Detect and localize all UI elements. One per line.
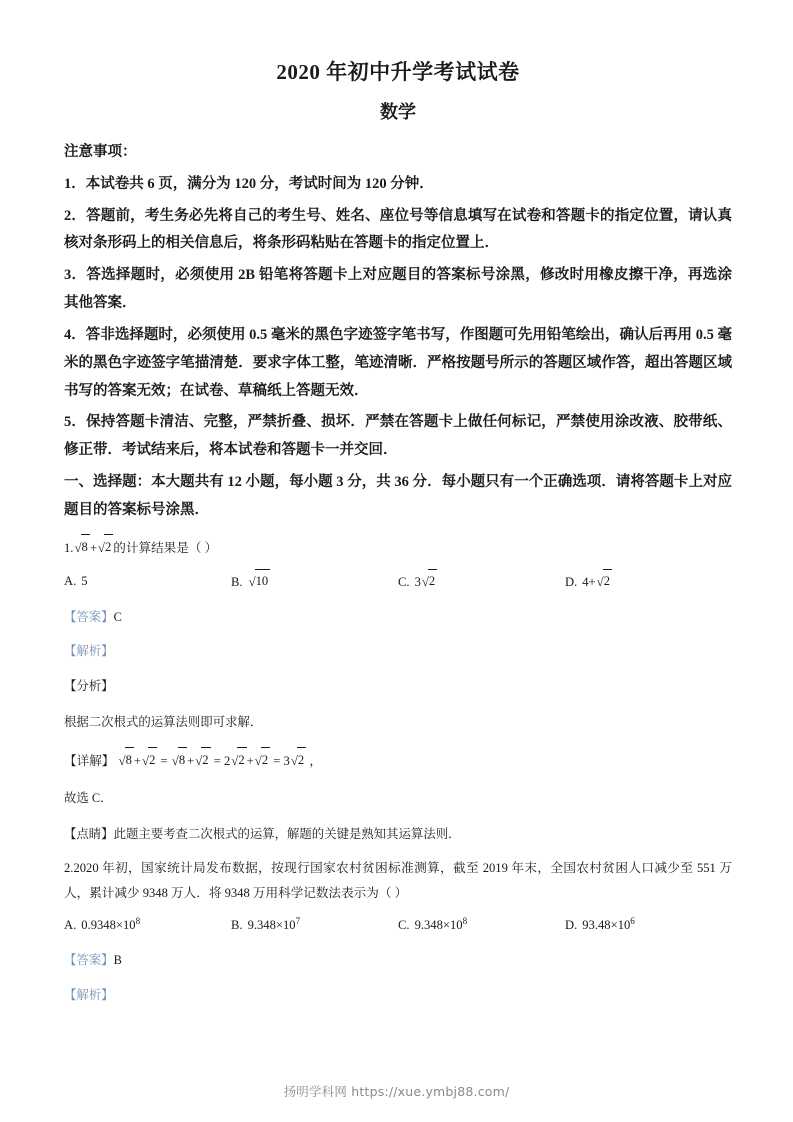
option-a-value: 5	[81, 573, 88, 588]
question-1-highlight-text: 此题主要考查二次根式的运算，解题的关键是熟知其运算法则．	[113, 826, 461, 841]
option-a-value	[81, 915, 141, 933]
question-2-stem: 2.2020 年初，国家统计局发布数据，按现行国家农村贫困标准测算，截至 2019 年末，全国农村贫困人口减少至 551 万人，累计减少 9348 万人．将 9348 万用科学记数法表示为（ ）	[64, 861, 732, 900]
question-1-options	[64, 570, 732, 595]
analysis-label: 【解析】	[64, 644, 114, 659]
notice-item-5: 5．保持答题卡清洁、完整，严禁折叠、损坏．严禁在答题卡上做任何标记，严禁使用涂改液、胶带纸、修正带．考试结来后，将本试卷和答题卡一并交回．	[64, 414, 732, 459]
question-1-detail-line	[64, 748, 732, 774]
question-1	[64, 535, 732, 846]
option-a-label: A.	[64, 918, 77, 933]
option-b-value	[247, 915, 301, 933]
notice-item-2: 2．答题前，考生务必先将自己的考生号、姓名、座位号等信息填写在试卷和答题卡的指定位置，请认真核对条形码上的相关信息后，将条形码粘贴在答题卡的指定位置上．	[64, 207, 732, 252]
question-1-detail-math: √8 +√2 = √8 +√2 = 2√2 +√2 = 3√2 ，	[114, 754, 322, 768]
question-2-answer-line	[64, 949, 732, 973]
question-2	[64, 856, 732, 1007]
question-1-breakdown-text: 根据二次根式的运算法则即可求解．	[64, 715, 263, 730]
question-1-option-b[interactable]	[231, 570, 398, 595]
option-b-label: B.	[231, 574, 243, 589]
option-a-exponent: 8	[135, 915, 141, 926]
option-d-mantissa: 93.48	[582, 918, 611, 933]
option-c-exponent: 8	[462, 915, 468, 926]
notice-heading: 注意事项：	[64, 143, 137, 160]
option-a-mantissa: 0.9348	[81, 918, 116, 933]
option-d-label: D.	[565, 918, 578, 933]
option-c-label: C.	[398, 918, 410, 933]
question-1-number: 1.	[64, 540, 74, 555]
option-d-value	[582, 915, 635, 933]
option-c-value	[414, 915, 468, 933]
question-1-stem-math: √8 +√2	[73, 541, 113, 555]
question-1-analysis-line	[64, 640, 732, 664]
question-1-answer-value: C	[113, 609, 122, 624]
option-d-exponent: 6	[630, 915, 635, 926]
question-2-options	[64, 914, 732, 938]
option-c-value: 3√2	[415, 575, 438, 589]
question-1-option-d[interactable]	[565, 570, 732, 595]
question-1-breakdown-label-line	[64, 675, 732, 699]
question-1-highlight-line	[64, 822, 732, 846]
question-1-option-a[interactable]	[64, 570, 231, 595]
option-b-times: ×10	[275, 918, 296, 933]
option-b-label: B.	[231, 918, 243, 933]
subject-title: 数学	[380, 102, 416, 123]
notice-item-1: 1．本试卷共 6 页，满分为 120 分，考试时间为 120 分钟．	[64, 175, 434, 192]
option-b-mantissa: 9.348	[247, 918, 276, 933]
question-2-answer-value: B	[113, 953, 122, 968]
notice-item-3: 3．答选择题时，必须使用 2B 铅笔将答题卡上对应题目的答案标号涂黑，修改时用橡皮擦干净，再选涂其他答案．	[64, 267, 732, 312]
question-1-stem-text: 的计算结果是（ ）	[113, 540, 218, 555]
question-2-option-a[interactable]	[64, 914, 231, 938]
page-title: 2020 年初中升学考试试卷	[276, 60, 520, 84]
footer-watermark: 扬明学科网 https://xue.ymbj88.com/	[283, 1084, 510, 1099]
question-2-option-d[interactable]	[565, 914, 732, 938]
question-2-option-c[interactable]	[398, 914, 565, 938]
option-c-label: C.	[398, 574, 410, 589]
option-c-times: ×10	[442, 918, 463, 933]
detail-label: 【详解】	[64, 753, 115, 768]
breakdown-label: 【分析】	[64, 678, 114, 693]
notice-item-4: 4．答非选择题时，必须使用 0.5 毫米的黑色字迹签字笔书写，作图题可先用铅笔绘出，确认后再用 0.5 毫米的黑色字迹签字笔描清楚．要求字体工整，笔迹清晰．严格按题号所示的答题区域作答，超出答题区域书写的答案无效；在试卷、草稿纸上答题无效．	[64, 326, 732, 399]
section-one-heading: 一、选择题：本大题共有 12 小题，每小题 3 分，共 36 分．每小题只有一个正确选项．请将答题卡上对应题目的答案标号涂黑．	[64, 474, 732, 518]
question-1-conclusion: 故选 C．	[64, 790, 113, 805]
option-d-times: ×10	[610, 918, 631, 933]
option-a-times: ×10	[115, 918, 136, 933]
question-1-answer-line	[64, 606, 732, 630]
answer-label: 【答案】	[64, 609, 114, 624]
highlight-label: 【点睛】	[64, 826, 114, 841]
option-d-value: 4+√2	[582, 575, 612, 589]
question-1-stem	[64, 535, 732, 561]
option-b-exponent: 7	[295, 915, 301, 926]
option-d-label: D.	[565, 574, 578, 589]
option-b-value: √10	[248, 575, 271, 589]
analysis-label: 【解析】	[64, 987, 114, 1002]
question-2-analysis-line	[64, 984, 732, 1008]
page-content	[64, 58, 732, 1007]
question-1-option-c[interactable]	[398, 570, 565, 595]
question-2-option-b[interactable]	[231, 914, 398, 938]
option-a-label: A.	[64, 573, 77, 588]
answer-label: 【答案】	[64, 953, 114, 968]
option-c-mantissa: 9.348	[414, 918, 443, 933]
